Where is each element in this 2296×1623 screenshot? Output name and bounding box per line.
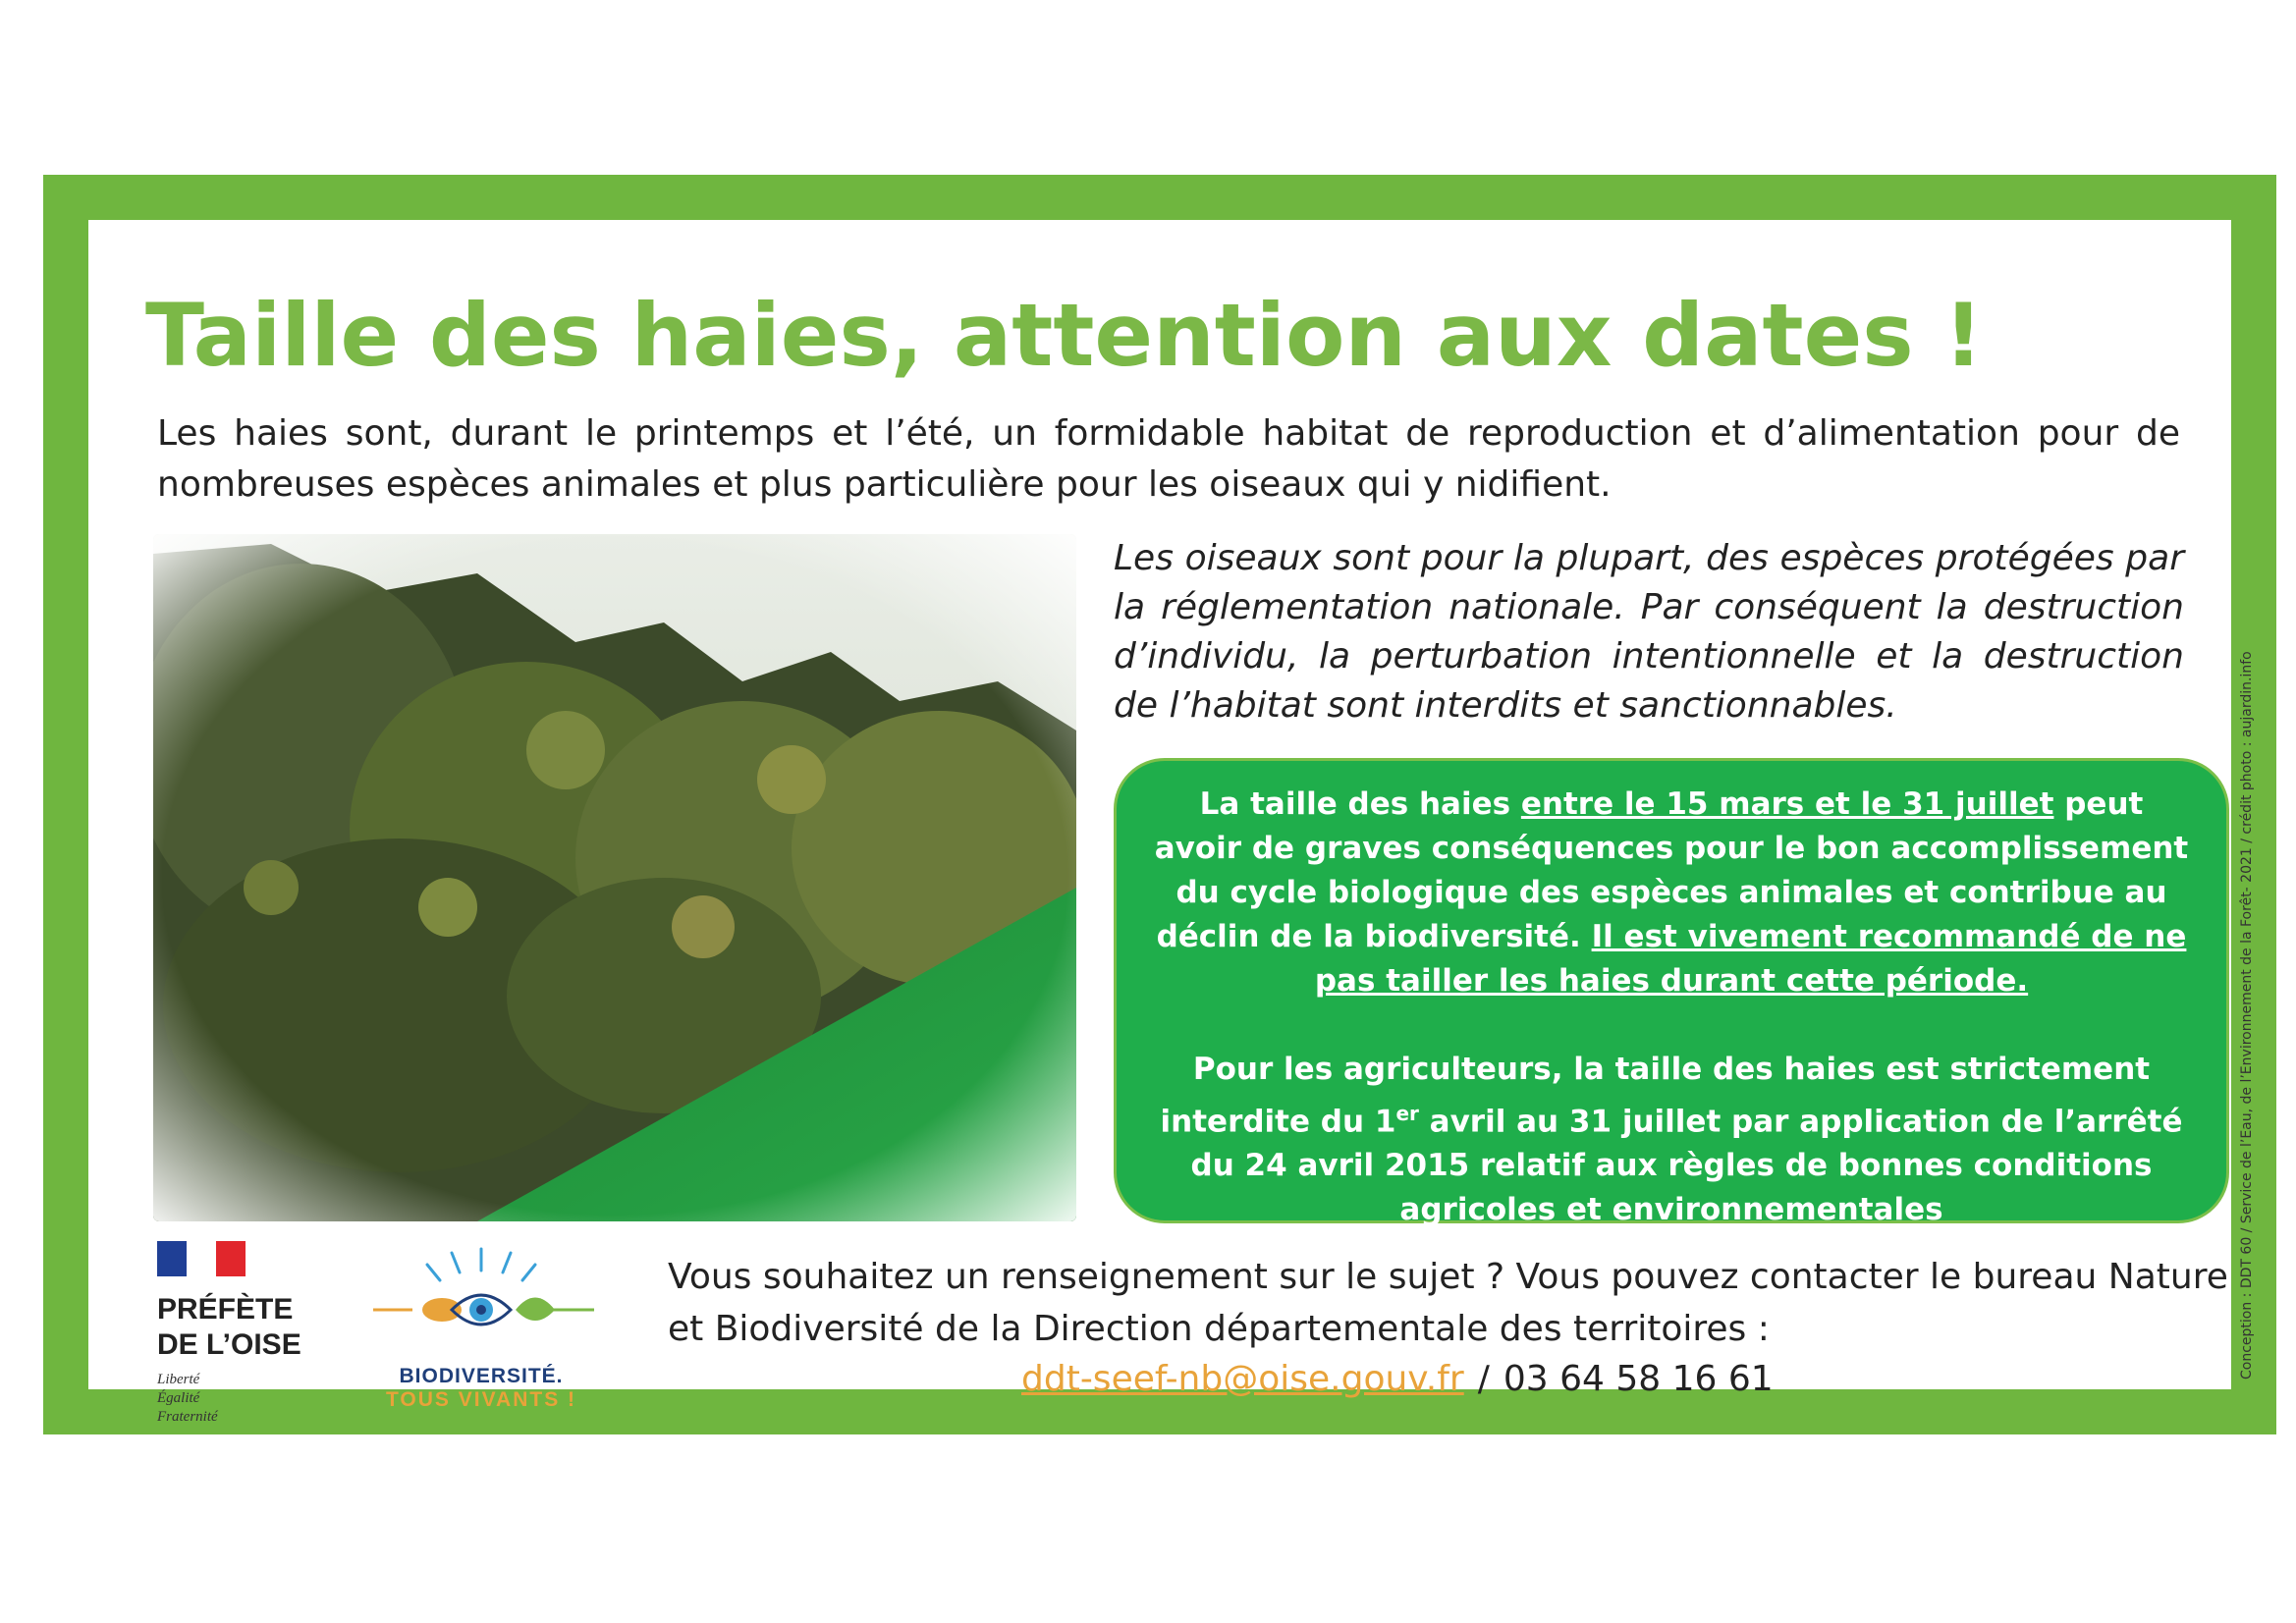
motto-egalite: Égalité xyxy=(157,1390,200,1406)
notice-box xyxy=(1114,758,2229,1228)
protected-species-paragraph: Les oiseaux sont pour la plupart, des espèces protégées par la réglementation nationale. Par conséquent la destruction d’individu, la perturbation intentionnelle et la destruction de l’habitat sont interdits et sanctionnables. xyxy=(1114,538,2184,726)
notice-superscript: er xyxy=(1395,1102,1419,1125)
biodiversite-line2: TOUS VIVANTS ! xyxy=(385,1388,577,1411)
phone-number: 03 64 58 16 61 xyxy=(1503,1359,1774,1399)
page-title: Taille des haies, attention aux dates ! xyxy=(145,285,1984,386)
notice-dates: entre le 15 mars et le 31 juillet xyxy=(1520,786,2054,822)
biodiversite-logo xyxy=(334,1241,629,1428)
contact-separator: / xyxy=(1477,1359,1490,1399)
motto-liberte: Liberté xyxy=(157,1372,200,1387)
prefecture-name-1: PRÉFÈTE xyxy=(157,1293,294,1325)
content-panel xyxy=(88,220,2231,1425)
eye-leaf-icon xyxy=(354,1241,609,1359)
notice-paragraph-2 xyxy=(1154,1048,2189,1232)
notice-text: avril au 31 juillet par application de l’arrêté du 24 avril 2015 relatif aux règles de bonnes conditions agricoles et environnementales xyxy=(1190,1104,2183,1228)
notice-text: La taille des haies xyxy=(1199,786,1521,822)
prefecture-logo xyxy=(157,1241,344,1437)
biodiversite-line1: BIODIVERSITÉ. xyxy=(399,1365,564,1387)
intro-paragraph: Les haies sont, durant le printemps et l’été, un formidable habitat de reproduction et d’alimentation pour de nombreuses espèces animales et plus particulière pour les oiseaux qui y nidifient. xyxy=(157,413,2180,505)
french-flag-icon xyxy=(157,1241,246,1276)
email-link[interactable]: ddt-seef-nb@oise.gouv.fr xyxy=(1021,1359,1464,1399)
contact-details xyxy=(1021,1353,1774,1405)
contact-paragraph: Vous souhaitez un renseignement sur le sujet ? Vous pouvez contacter le bureau Nature et Biodiversité de la Direction départementale des territoires : xyxy=(668,1257,2228,1349)
motto-fraternite: Fraternité xyxy=(157,1409,218,1425)
prefecture-name-2: DE L’OISE xyxy=(157,1328,301,1361)
notice-text: peut avoir de graves conséquences pour le bon accomplissement du cycle biologique des espèces animales et contribue au déclin de la biodiversité. xyxy=(1154,786,2189,954)
green-frame xyxy=(43,175,2276,1434)
notice-recommendation: Il est vivement recommandé de ne pas tailler les haies durant cette période. xyxy=(1314,919,2187,999)
notice-text: Pour les agriculteurs, la taille des haies est strictement interdite du 1 xyxy=(1160,1052,2151,1140)
notice-paragraph-1 xyxy=(1154,783,2189,1003)
credit-text: Conception : DDT 60 / Service de l’Eau, de l’Environnement de la Forêt- 2021 / crédit photo : aujardin.info xyxy=(2239,651,2255,1380)
hedge-photo xyxy=(153,534,1076,1221)
